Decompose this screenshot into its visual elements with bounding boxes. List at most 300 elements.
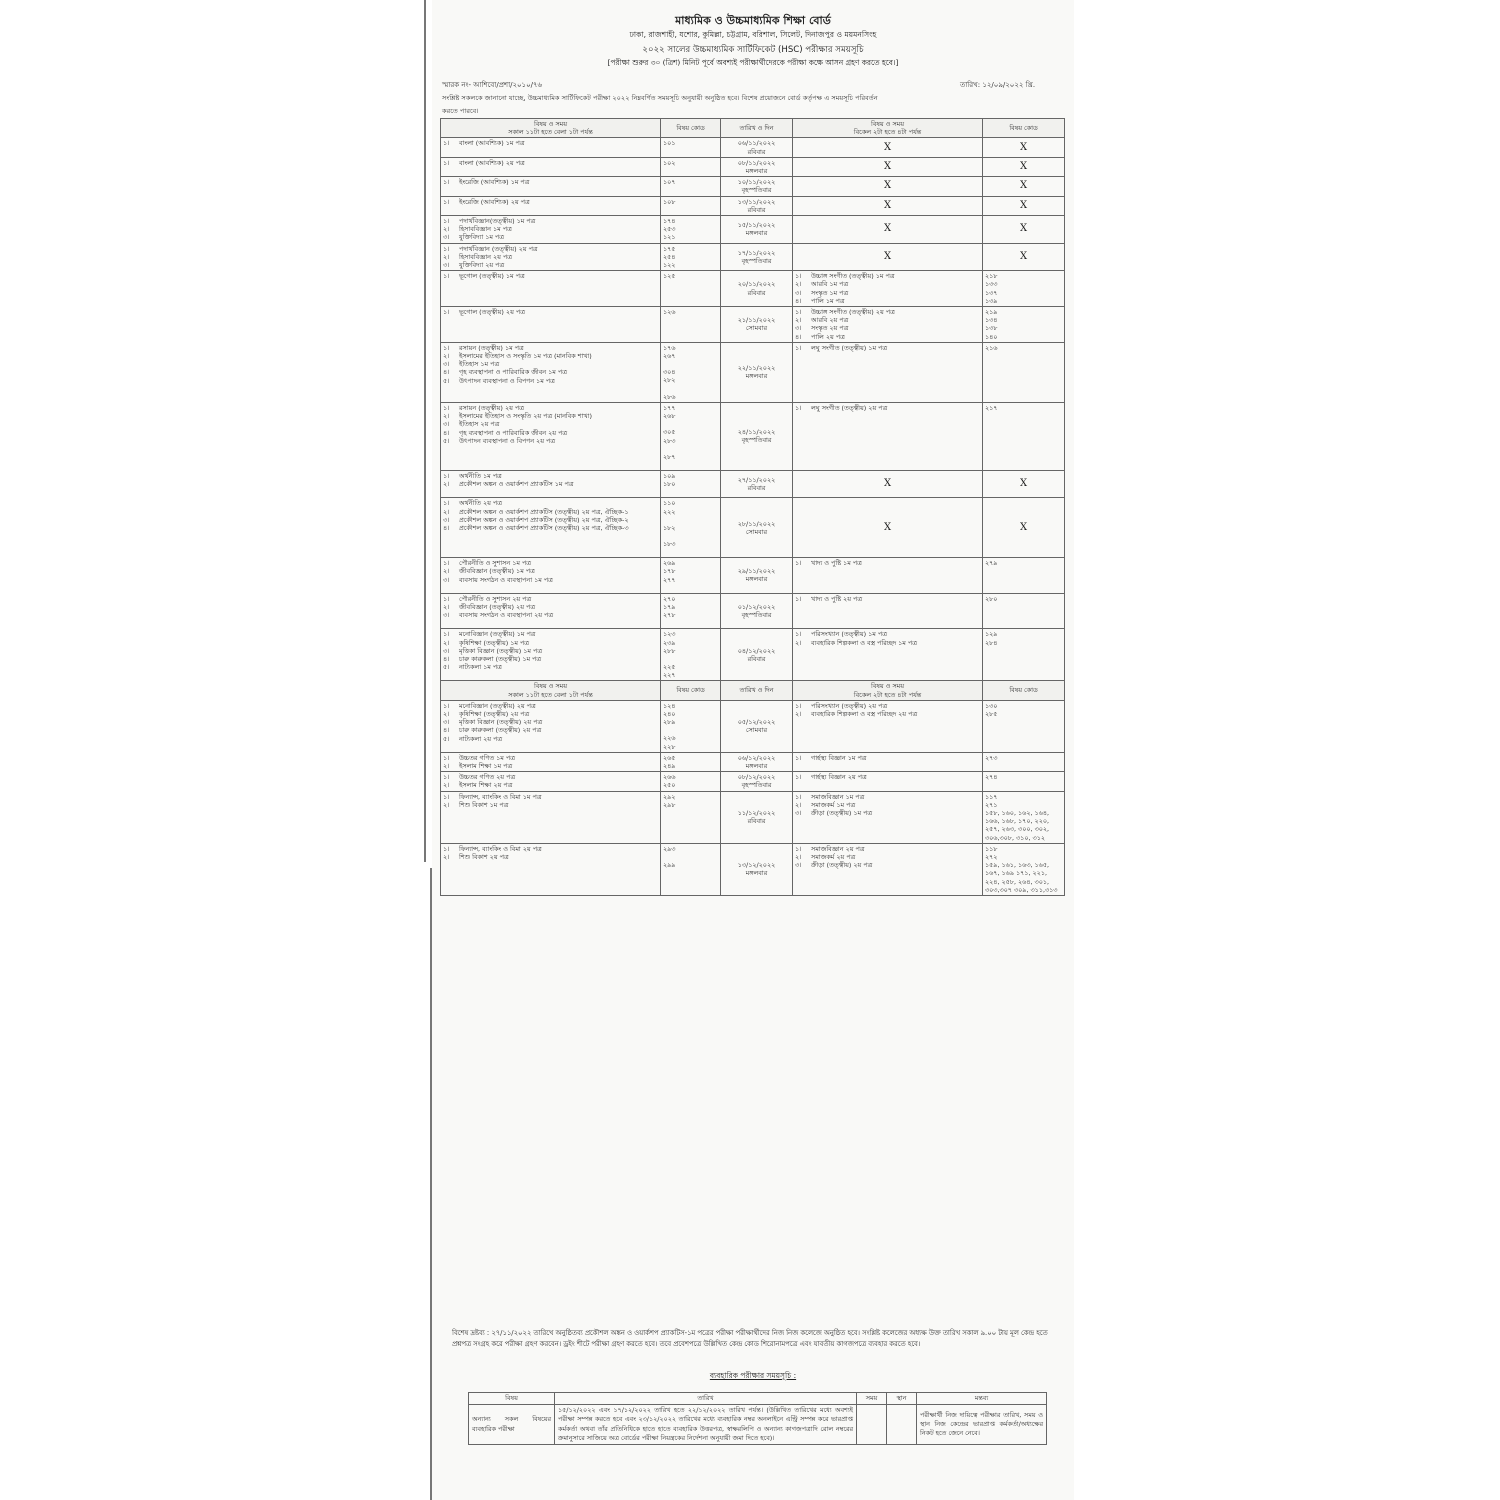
morning-subject-item: [443, 225, 658, 233]
morning-subject-item: [443, 567, 658, 575]
item-number: ২।: [443, 412, 450, 421]
afternoon-subject-item: [795, 809, 980, 817]
afternoon-subjects-cell: [793, 402, 983, 470]
morning-codes-cell: [661, 307, 721, 343]
subject-code: ২৮৪: [985, 638, 998, 647]
date-day-cell: [721, 700, 793, 752]
subject-code: ২৮৭: [663, 452, 676, 461]
exam-day: সোমবার: [745, 324, 768, 333]
subject-name: যুক্তিবিদ্যা ২য় পত্র: [459, 261, 505, 270]
date-day-cell: [721, 558, 793, 594]
subject-code: ২১৭: [985, 403, 998, 412]
table-row: [441, 791, 1065, 843]
afternoon-codes-cell: [983, 772, 1065, 791]
subject-code: ১১৮: [985, 844, 998, 853]
subject-name: ইসলামের ইতিহাস ও সংস্কৃতি ১ম পত্র (মানবিক শাখা): [459, 352, 592, 361]
subject-name: খাদ্য ও পুষ্টি ২য় পত্র: [811, 594, 863, 603]
morning-subject-item: [443, 524, 658, 532]
item-number: ৩।: [795, 324, 802, 333]
subject-code: ২৪০: [663, 709, 676, 718]
morning-subjects-cell: [441, 470, 661, 497]
subject-code: ২৮৯: [663, 718, 676, 727]
morning-subject-item: [443, 368, 658, 376]
subject-name: পৌরনীতি ও সুশাসন ১ম পত্র: [459, 559, 531, 568]
afternoon-subject-item: [795, 289, 980, 297]
subject-code: ২৬৮: [663, 412, 676, 421]
afternoon-codes-cell: [983, 752, 1065, 771]
afternoon-subjects-cell: [793, 593, 983, 629]
subject-code: ২২৭: [663, 671, 676, 680]
afternoon-codes-cell: [983, 593, 1065, 629]
morning-subject-item: [443, 663, 658, 671]
item-number: ৪।: [795, 296, 802, 305]
subject-code: ২৫৩: [663, 225, 676, 234]
morning-subjects-cell: [441, 177, 661, 196]
afternoon-codes-cell: [983, 629, 1065, 681]
subject-name: কৃষিশিক্ষা (তত্ত্বীয়) ১ম পত্র: [459, 638, 530, 647]
morning-codes-cell: [661, 593, 721, 629]
morning-subject-item: [443, 781, 658, 789]
morning-subject-item: [443, 159, 658, 167]
afternoon-subject-item: [795, 297, 980, 305]
subject-name: উৎপাদন ব্যবস্থাপনা ও বিপণন ১ম পত্র: [459, 376, 555, 385]
exam-date: ০১/১২/২০২২: [737, 602, 776, 611]
item-number: ১।: [443, 773, 450, 782]
morning-subjects-cell: [441, 498, 661, 558]
morning-subject-item: [443, 217, 658, 225]
item-number: ১।: [795, 594, 802, 603]
afternoon-codes-cell: [983, 177, 1065, 196]
morning-subject-item: [443, 377, 658, 385]
document-page: [432, 0, 1074, 1500]
morning-subject-item: [443, 404, 658, 412]
morning-subject-item: [443, 245, 658, 253]
afternoon-subject-item: [795, 333, 980, 341]
header-code-2-label: বিষয় কোড: [1009, 124, 1038, 133]
practical-header-remark: মন্তব্য: [917, 1393, 1047, 1405]
subject-name: মৃত্তিকা বিজ্ঞান (তত্ত্বীয়) ১ম পত্র: [459, 646, 543, 655]
morning-subject-item: [443, 611, 658, 619]
table-row: [441, 558, 1065, 594]
item-number: ১।: [795, 559, 802, 568]
subject-code: ১৫৯, ১৬১, ১৬৩, ১৬৫, ১৬৭, ১৬৯ ১৭১, ২২১, ২২৪, ২৫৮, ২৬৪, ৩০১, ৩০৩,৩০৭ ৩০৯, ৩১১,৩১৩: [985, 861, 1058, 894]
morning-subjects-cell: [441, 629, 661, 681]
afternoon-subject-item: [795, 710, 980, 718]
afternoon-subject-item: [795, 702, 980, 710]
subject-name: ইতিহাস ১ম পত্র: [459, 360, 500, 369]
board-title: মাধ্যমিক ও উচ্চমাধ্যমিক শিক্ষা বোর্ড: [675, 14, 831, 27]
morning-subjects-cell: [441, 157, 661, 176]
morning-subject-item: [443, 639, 658, 647]
practical-header-date: তারিখ: [555, 1393, 857, 1405]
morning-subject-item: [443, 793, 658, 801]
item-number: ৪।: [443, 428, 450, 437]
subject-code: ১৩৭: [985, 288, 998, 297]
exam-day: মঙ্গলবার: [745, 869, 768, 878]
morning-subjects-cell: [441, 216, 661, 244]
subject-code: ১৫৮, ১৬০, ১৬২, ১৬৪, ১৬৬, ১৬৮, ১৭০, ২২০, ২৫৭, ২৬৩, ৩০০, ৩০২, ৩০৬,৩০৮, ৩১০, ৩১২: [985, 809, 1050, 842]
header-afternoon-subject-time: বিকেল ২টা হতে ৪টা পর্যন্ত: [853, 128, 922, 137]
subject-name: ইংরেজি (আবশ্যিক) ২য় পত্র: [459, 197, 530, 206]
subject-name: খাদ্য ও পুষ্টি ১ম পত্র: [811, 559, 862, 568]
morning-subject-item: [443, 233, 658, 241]
afternoon-subjects-cell: [793, 342, 983, 402]
practical-subject: অন্যান্য সকল বিষয়ের ব্যবহারিক পরীক্ষা: [469, 1405, 555, 1445]
morning-subject-item: [443, 718, 658, 726]
table-row: [441, 498, 1065, 558]
morning-codes-cell: [661, 629, 721, 681]
item-number: ৪।: [795, 332, 802, 341]
subject-name: সমাজকর্ম ১ম পত্র: [811, 800, 856, 809]
subject-name: হিসাববিজ্ঞান ১ম পত্র: [459, 225, 512, 234]
afternoon-codes-cell: [983, 307, 1065, 343]
header-code-2: [983, 119, 1065, 138]
afternoon-subjects-cell: [793, 216, 983, 244]
subject-code: ১৭৬: [663, 343, 676, 352]
table-row: [441, 243, 1065, 271]
subject-name: বাংলা (আবশ্যিক) ১ম পত্র: [459, 139, 525, 148]
afternoon-subject-item: [795, 793, 980, 801]
subject-code: ১৭৮: [663, 567, 676, 576]
subject-code: ২৭৮: [663, 611, 676, 620]
afternoon-codes-cell: [983, 342, 1065, 402]
subject-code: ২৬৭: [663, 352, 676, 361]
date-day-cell: [721, 498, 793, 558]
subject-name: সমাজবিজ্ঞান ২য় পত্র: [811, 844, 865, 853]
subject-code: ২১৬: [985, 343, 998, 352]
afternoon-codes-cell: [983, 402, 1065, 470]
subject-code: ১২৩: [663, 630, 676, 639]
exam-date: ১৩/১১/২০২২: [737, 197, 776, 206]
header-date-day-label: তারিখ ও দিন: [739, 686, 774, 695]
subject-name: ইসলাম শিক্ষা ১ম পত্র: [459, 761, 513, 770]
subject-name: ক্রীড়া (তত্ত্বীয়) ১ম পত্র: [811, 809, 873, 817]
subject-name: কৃষিশিক্ষা (তত্ত্বীয়) ২য় পত্র: [459, 709, 530, 718]
exam-date: ২৪/১১/২০২২: [737, 428, 776, 437]
date-day-cell: [721, 138, 793, 157]
exam-date: ২৮/১১/২০২২: [737, 519, 776, 528]
subject-name: শিশু বিকাশ ১ম পত্র: [459, 800, 509, 809]
morning-codes-cell: [661, 558, 721, 594]
afternoon-subject-item: [795, 639, 980, 647]
subject-name: লঘু সংগীত (তত্ত্বীয়) ২য় পত্র: [811, 403, 888, 412]
notice-text-cont: করতে পারবে।: [442, 107, 479, 115]
subject-code: ১০২: [663, 158, 676, 167]
afternoon-codes-cell: [983, 271, 1065, 307]
subject-code: ১৪০: [985, 332, 998, 341]
subject-code: ১৮০: [663, 480, 676, 489]
item-number: ১।: [443, 559, 450, 568]
date-day-cell: [721, 402, 793, 470]
subject-code: ২৬৬: [663, 773, 676, 782]
exam-date: ২১/১১/২০২২: [737, 316, 776, 325]
subject-name: পৌরনীতি ও সুশাসন ২য় পত্র: [459, 594, 532, 603]
subject-name: উচ্চাঙ্গ সংগীত (তত্ত্বীয়) ২য় পত্র: [811, 308, 895, 317]
date-day-cell: [721, 307, 793, 343]
subject-name: ইসলামের ইতিহাস ও সংস্কৃতি ২য় পত্র (মানবিক শাখা): [459, 412, 592, 421]
item-number: ৫।: [443, 663, 450, 672]
morning-subject-item: [443, 702, 658, 710]
item-number: ২।: [443, 507, 450, 516]
item-number: ১।: [795, 773, 802, 782]
exam-date: ০৬/১১/২০২২: [737, 139, 776, 148]
memo-date: তারিখ: ১২/০৯/২০২২ খ্রি.: [960, 81, 1036, 89]
practical-time: [857, 1405, 887, 1445]
subject-name: ব্যবহারিক শিল্পকলা ও বস্ত্র পরিচ্ছদ ২য় পত্র: [811, 709, 918, 718]
no-exam-mark: X: [883, 478, 892, 489]
date-day-cell: [721, 216, 793, 244]
item-number: ১।: [795, 343, 802, 352]
exam-date: ০৬/১২/২০২২: [737, 753, 776, 762]
subject-code: ১০৭: [663, 178, 676, 187]
header-morning-subject-time: সকাল ১১টা হতে বেলা ১টা পর্যন্ত: [508, 128, 593, 137]
morning-codes-cell: [661, 271, 721, 307]
header-code: [661, 681, 721, 700]
memo-number: স্মারক নং- আশিবো/প্রশা/২০১০/৭৬: [442, 81, 543, 89]
subject-code: ১২৪: [663, 701, 676, 710]
morning-codes-cell: [661, 498, 721, 558]
no-exam-mark: X: [883, 141, 892, 153]
morning-subject-item: [443, 412, 658, 420]
exam-date: ২৭/১১/২০২২: [737, 475, 776, 484]
notice-text: সংশ্লিষ্ট সকলকে জানানো যাচ্ছে, উচ্চমাধ্যমিক সার্টিফিকেট পরীক্ষা ২০২২ নিম্নবর্ণিত সময়সূচি অনুযায়ী অনুষ্ঠিত হবে। বিশেষ প্রয়োজনে বোর্ড কর্তৃপক্ষ এ সময়সূচি পরিবর্তন: [442, 94, 878, 102]
exam-day: সোমবার: [745, 527, 768, 536]
item-number: ১।: [795, 403, 802, 412]
subject-code: ২৮৮: [663, 646, 676, 655]
subject-name: নাট্যকলা ২য় পত্র: [459, 734, 503, 743]
exam-date: ০৫/১২/২০২২: [737, 718, 776, 727]
subject-code: ২১৮: [985, 272, 998, 281]
afternoon-codes-cell: [983, 216, 1065, 244]
date-day-cell: [721, 271, 793, 307]
header-morning-subject: [441, 681, 661, 700]
subject-name: সংস্কৃত ১ম পত্র: [811, 288, 849, 297]
exam-day: মঙ্গলবার: [745, 761, 768, 770]
subject-name: চারু কারুকলা (তত্ত্বীয়) ২য় পত্র: [459, 726, 542, 735]
item-number: ১।: [443, 343, 450, 352]
afternoon-codes-cell: [983, 196, 1065, 215]
afternoon-codes-cell: [983, 843, 1065, 895]
subject-name: যুক্তিবিদ্যা ১ম পত্র: [459, 233, 504, 242]
subject-name: পালি ২য় পত্র: [811, 332, 845, 341]
item-number: ২।: [795, 280, 802, 289]
date-day-cell: [721, 843, 793, 895]
morning-subject-item: [443, 845, 658, 853]
subject-name: প্রকৌশল অঙ্কন ও ওয়ার্কশপ প্র্যাকটিস (তত্ত্বীয়) ২য় পত্র, ঐচ্ছিক-৩: [459, 523, 629, 532]
header-morning-subject-label: বিষয় ও সময়: [534, 682, 567, 691]
exam-day: বৃহস্পতিবার: [741, 781, 772, 790]
date-day-cell: [721, 593, 793, 629]
morning-subjects-cell: [441, 243, 661, 271]
morning-codes-cell: [661, 243, 721, 271]
header-morning-subject-time: সকাল ১১টা হতে বেলা ১টা পর্যন্ত: [508, 690, 593, 699]
afternoon-subjects-cell: [793, 700, 983, 752]
afternoon-subject-item: [795, 630, 980, 638]
subject-name: গার্হস্থ্য বিজ্ঞান ১ম পত্র: [811, 753, 867, 762]
afternoon-codes-cell: [983, 498, 1065, 558]
morning-subject-item: [443, 499, 658, 507]
item-number: ১।: [795, 308, 802, 317]
no-exam-mark: X: [1019, 521, 1028, 533]
exam-title: ২০২২ সালের উচ্চমাধ্যমিক সার্টিফিকেট (HSC) পরীক্ষার সময়সূচি: [642, 45, 864, 55]
date-day-cell: [721, 772, 793, 791]
subject-name: রসায়ন (তত্ত্বীয়) ২য় পত্র: [459, 403, 524, 412]
exam-day: রবিবার: [747, 205, 766, 214]
exam-date: ২২/১১/২০২২: [737, 364, 776, 373]
subject-name: উচ্চাঙ্গ সংগীত (তত্ত্বীয়) ১ম পত্র: [811, 272, 895, 281]
header-code-label: বিষয় কোড: [676, 124, 705, 133]
practical-remark: পরীক্ষার্থী নিজ দায়িত্বে পরীক্ষার তারিখ, সময় ও স্থান নিজ কেন্দ্রের ভারপ্রাপ্ত কর্মকর্তা/অধ্যক্ষের নিকট হতে জেনে নেবে।: [917, 1405, 1047, 1445]
afternoon-subject-item: [795, 773, 980, 781]
table-row: [441, 629, 1065, 681]
morning-subject-item: [443, 754, 658, 762]
exam-day: বৃহস্পতিবার: [741, 186, 772, 195]
item-number: ১।: [795, 630, 802, 639]
subject-code: ৩০৫: [663, 428, 676, 437]
morning-subject-item: [443, 655, 658, 663]
subject-name: আরবি ২য় পত্র: [811, 316, 849, 325]
afternoon-subject-item: [795, 845, 980, 853]
subject-name: জীববিজ্ঞান (তত্ত্বীয়) ২য় পত্র: [459, 602, 536, 611]
item-number: ১।: [795, 844, 802, 853]
morning-subject-item: [443, 508, 658, 516]
afternoon-subjects-cell: [793, 271, 983, 307]
afternoon-subject-item: [795, 801, 980, 809]
exam-instruction: [পরীক্ষা শুরুর ৩০ (ত্রিশ) মিনিট পূর্বে অবশ্যই পরীক্ষার্থীদেরকে পরীক্ষা কক্ষে আসন গ্রহণ করতে হবে।]: [607, 58, 899, 67]
date-day-cell: [721, 629, 793, 681]
subject-name: জীববিজ্ঞান (তত্ত্বীয়) ১ম পত্র: [459, 567, 535, 576]
afternoon-subject-item: [795, 272, 980, 280]
subject-code: ১২৯: [985, 630, 998, 639]
item-number: ২।: [443, 352, 450, 361]
subject-code: ১১০: [663, 499, 676, 508]
subject-name: পালি ১ম পত্র: [811, 296, 845, 305]
afternoon-subjects-cell: [793, 772, 983, 791]
item-number: ৫।: [443, 436, 450, 445]
exam-day: মঙ্গলবার: [745, 372, 768, 381]
morning-codes-cell: [661, 791, 721, 843]
exam-date: ১৩/১২/২০২২: [737, 861, 776, 870]
item-number: ২।: [443, 567, 450, 576]
date-day-cell: [721, 157, 793, 176]
afternoon-subjects-cell: [793, 307, 983, 343]
exam-day: রবিবার: [747, 817, 766, 826]
subject-code: ১৩৩: [985, 280, 998, 289]
header-code-label: বিষয় কোড: [676, 686, 705, 695]
morning-subject-item: [443, 603, 658, 611]
subject-code: ২৮৩: [663, 436, 676, 445]
header-afternoon-subject: [793, 681, 983, 700]
afternoon-codes-cell: [983, 243, 1065, 271]
item-number: ১।: [795, 753, 802, 762]
subject-name: ব্যবসায় সংগঠন ও ব্যবস্থাপনা ২য় পত্র: [459, 611, 554, 620]
morning-subject-item: [443, 647, 658, 655]
subject-code: ২৮৬: [663, 392, 676, 401]
afternoon-subject-item: [795, 280, 980, 288]
no-exam-mark: X: [1019, 223, 1028, 235]
subject-code: ২৭৭: [663, 575, 676, 584]
afternoon-codes-cell: [983, 470, 1065, 497]
item-number: ১।: [443, 753, 450, 762]
afternoon-subjects-cell: [793, 843, 983, 895]
table-row: [441, 772, 1065, 791]
no-exam-mark: X: [1019, 478, 1028, 489]
item-number: ২।: [443, 638, 450, 647]
header-afternoon-subject-time: বিকেল ২টা হতে ৪টা পর্যন্ত: [853, 690, 922, 699]
item-number: ২।: [443, 225, 450, 234]
subject-name: সমাজবিজ্ঞান ১ম পত্র: [811, 792, 865, 801]
exam-day: বৃহস্পতিবার: [741, 436, 772, 445]
morning-subject-item: [443, 735, 658, 743]
subject-code: ৩০৪: [663, 368, 676, 377]
exam-date: ০৮/১১/২০২২: [737, 158, 776, 167]
item-number: ২।: [443, 781, 450, 790]
subject-code: ২৫৪: [663, 252, 676, 261]
item-number: ২।: [443, 761, 450, 770]
item-number: ৩।: [443, 718, 450, 727]
item-number: ৪।: [443, 726, 450, 735]
morning-subject-item: [443, 429, 658, 437]
morning-subject-item: [443, 801, 658, 809]
subject-code: ১২১: [663, 233, 676, 242]
item-number: ৪।: [443, 368, 450, 377]
morning-codes-cell: [661, 752, 721, 771]
morning-subject-item: [443, 576, 658, 584]
item-number: ৪।: [443, 654, 450, 663]
afternoon-subjects-cell: [793, 157, 983, 176]
morning-subject-item: [443, 198, 658, 206]
subject-name: বাংলা (আবশ্যিক) ২য় পত্র: [459, 158, 525, 167]
morning-subject-item: [443, 472, 658, 480]
practical-header-place: স্থান: [887, 1393, 917, 1405]
morning-subject-item: [443, 437, 658, 445]
table-row: [441, 138, 1065, 157]
subject-code: ২৮০: [985, 594, 998, 603]
morning-subjects-cell: [441, 791, 661, 843]
exam-date: ০৮/১২/২০২২: [737, 773, 776, 782]
item-number: ১।: [443, 844, 450, 853]
item-number: ১।: [443, 630, 450, 639]
table-row: [441, 470, 1065, 497]
table-row: [441, 157, 1065, 176]
afternoon-subject-item: [795, 861, 980, 869]
item-number: ১।: [443, 139, 450, 148]
date-day-cell: [721, 177, 793, 196]
date-day-cell: [721, 243, 793, 271]
morning-subject-item: [443, 261, 658, 269]
morning-subject-item: [443, 726, 658, 734]
header-morning-subject-label: বিষয় ও সময়: [534, 120, 567, 128]
exam-date: ০৪/১২/২০২২: [737, 646, 776, 655]
exam-day: বৃহস্পতিবার: [741, 611, 772, 620]
header-date-day: [721, 681, 793, 700]
subject-code: ২৭৯: [985, 559, 998, 568]
exam-day: মঙ্গলবার: [745, 575, 768, 584]
item-number: ৩।: [443, 233, 450, 242]
morning-subject-item: [443, 360, 658, 368]
no-exam-mark: X: [883, 223, 892, 235]
table-row: [441, 402, 1065, 470]
subject-code: ১৮২: [663, 523, 676, 532]
subject-name: আরবি ১ম পত্র: [811, 280, 849, 289]
afternoon-subject-item: [795, 308, 980, 316]
no-exam-mark: X: [1019, 141, 1028, 153]
morning-subjects-cell: [441, 593, 661, 629]
practical-schedule-table: [468, 1392, 1047, 1445]
morning-codes-cell: [661, 216, 721, 244]
no-exam-mark: X: [883, 199, 892, 211]
item-number: ১।: [443, 272, 450, 281]
